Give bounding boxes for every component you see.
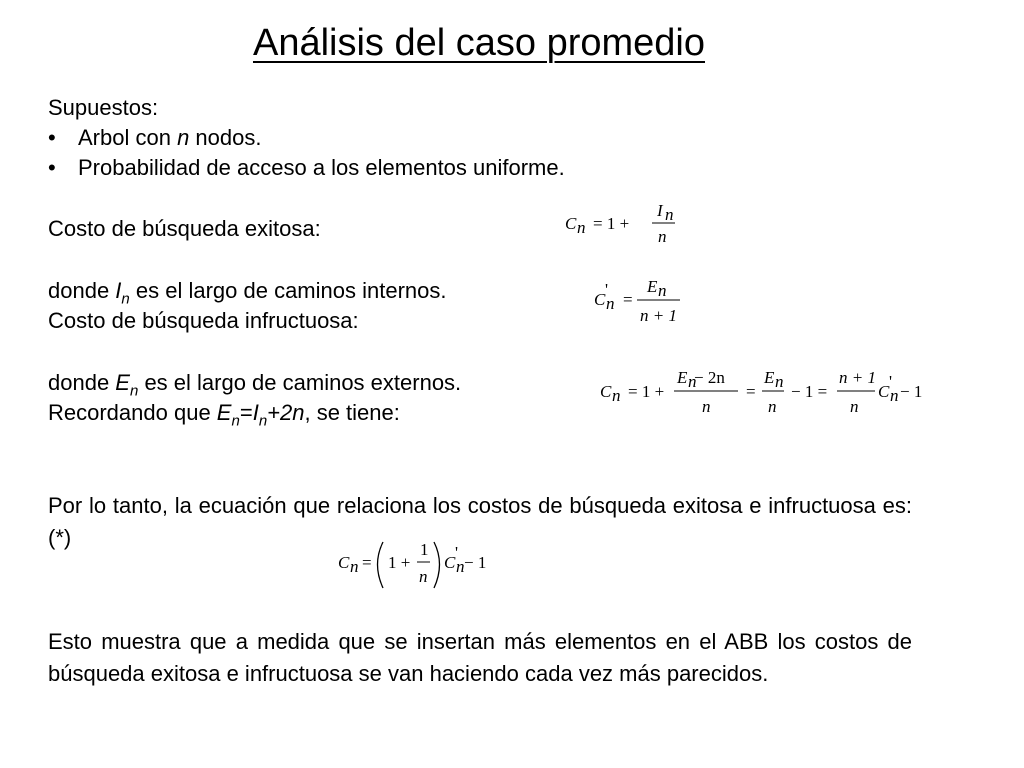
formula-text: − 1 [900,382,923,401]
formula-text: n [658,227,667,246]
formula-text: = 1 + [628,382,665,401]
formula-text: n [890,386,899,405]
formula-text: C [338,553,350,572]
formula-text: = [623,290,633,309]
formula-text: ' [605,280,609,299]
formula-text: = [362,553,372,572]
por-lo-tanto-paragraph: Por lo tanto, la ecuación que relaciona los costos de búsqueda exitosa e infructuosa es: (*) [48,493,912,550]
infructuosa-label: Costo de búsqueda infructuosa: [48,308,359,333]
right-paren [434,542,440,588]
exitosa-label: Costo de búsqueda exitosa: [48,216,321,241]
formula-text: C [444,553,456,572]
formula-text: n [456,557,465,576]
formula-text: I [657,201,663,220]
bullet-marker: • [48,155,56,180]
formula-text: n + 1 [839,368,876,387]
formula-infructuosa [592,274,702,334]
formula-text: n [665,205,674,224]
formula-text: C [565,214,577,233]
formula-text: E [764,368,775,387]
formula-text: C [878,382,890,401]
formula-exitosa [563,198,693,253]
formula-text: E [647,277,658,296]
formula-text: n [419,567,428,586]
bullet-probabilidad: Probabilidad de acceso a los elementos uniforme. [78,155,565,180]
formula-text: n [850,397,859,416]
formula-text: = [746,382,756,401]
formula-text: n [606,294,615,313]
formula-relacion [598,366,928,426]
formula-text: n [658,281,667,300]
bullet-marker: • [48,125,56,150]
formula-text: − 2n [694,368,725,387]
formula-text: n [350,557,359,576]
recordando-line: Recordando que $E_n=I_n+2n$, se tiene: [48,400,400,430]
formula-text: E [677,368,688,387]
formula-text: ' [455,543,459,562]
supuestos-label: Supuestos: [48,95,159,120]
bullet-arbol: Arbol con n nodos. [78,125,262,150]
formula-text: n [688,372,697,391]
formula-text: 1 + [388,553,411,572]
formula-text: C [600,382,612,401]
left-paren [378,542,384,588]
formula-text: n [577,218,586,237]
formula-text: n [768,397,777,416]
formula-text: C [594,290,606,309]
formula-ecuacion-estrella [336,538,496,599]
internos-line: donde $I_n$ es el largo de caminos internos. [48,278,447,308]
formula-text: n + 1 [640,306,677,325]
externos-line: donde $E_n$ es el largo de caminos externos. [48,370,462,400]
formula-text: = 1 + [593,214,630,233]
esto-muestra-paragraph: Esto muestra que a medida que se insertan más elementos en el ABB los costos de búsqueda exitosa e infructuosa se van haciendo cada vez más parecidos. [48,629,912,686]
page-title: Análisis del caso promedio [252,22,705,64]
formula-text: ' [889,372,893,391]
formula-text: 1 [420,540,429,559]
formula-text: n [775,372,784,391]
formula-text: n [702,397,711,416]
formula-text: − 1 [464,553,487,572]
formula-text: − 1 = [791,382,828,401]
formula-text: n [612,386,621,405]
